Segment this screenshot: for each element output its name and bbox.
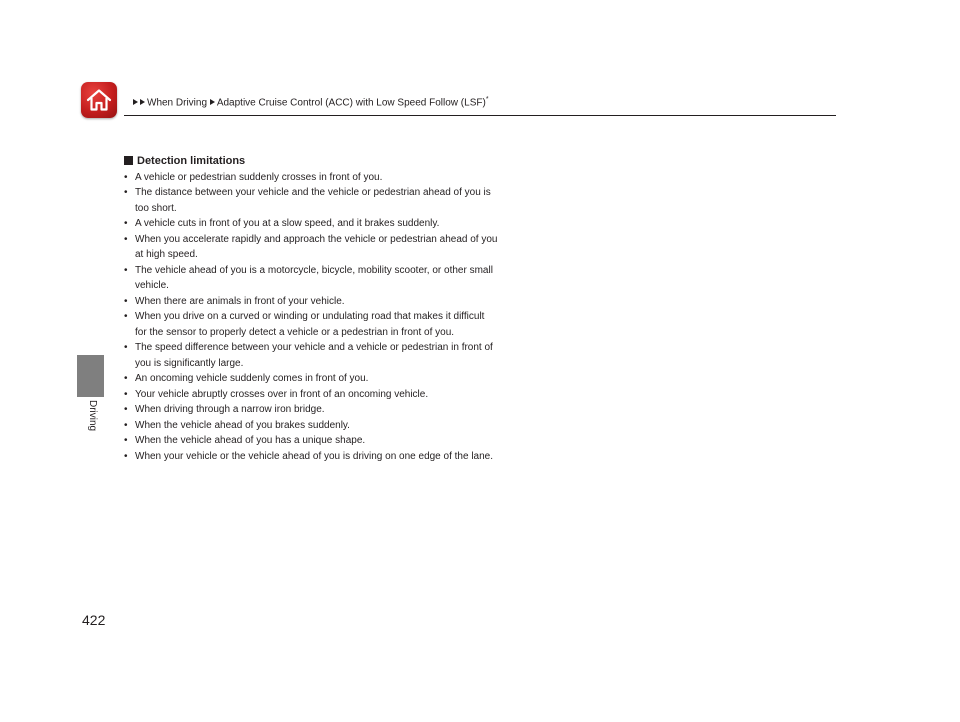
breadcrumb-marker: * — [485, 96, 489, 103]
list-item: • The speed difference between your vehicle and a vehicle or pedestrian in front of you is significantly large. — [124, 340, 574, 371]
chapter-tab-label: Driving — [87, 400, 98, 432]
list-item: • When you drive on a curved or winding or undulating road that makes it difficult for the sensor to properly detect a vehicle or a pedestrian in front of you. — [124, 309, 574, 340]
breadcrumb-arrow-icon — [210, 99, 215, 105]
list-item: • When there are animals in front of your vehicle. — [124, 294, 574, 310]
list-item: • When driving through a narrow iron bridge. — [124, 402, 574, 418]
limitation-list — [124, 170, 574, 465]
section-square-icon — [124, 156, 133, 165]
list-item: • A vehicle or pedestrian suddenly crosses in front of you. — [124, 170, 574, 186]
section-heading — [124, 154, 574, 168]
home-button[interactable] — [81, 82, 117, 118]
list-item: • An oncoming vehicle suddenly comes in front of you. — [124, 371, 574, 387]
chapter-tab[interactable] — [77, 355, 104, 397]
list-item: • Your vehicle abruptly crosses over in front of an oncoming vehicle. — [124, 387, 574, 403]
section-content — [124, 154, 574, 464]
list-item: • When the vehicle ahead of you brakes suddenly. — [124, 418, 574, 434]
home-icon — [86, 88, 112, 112]
list-item: • The distance between your vehicle and the vehicle or pedestrian ahead of you is too short. — [124, 185, 574, 216]
list-item: • A vehicle cuts in front of you at a slow speed, and it brakes suddenly. — [124, 216, 574, 232]
breadcrumb-item-acc[interactable]: Adaptive Cruise Control (ACC) with Low Speed Follow (LSF) — [216, 97, 486, 109]
page-number: 422 — [82, 612, 106, 628]
breadcrumb-item-when-driving[interactable]: When Driving — [147, 97, 208, 109]
list-item: • When you accelerate rapidly and approach the vehicle or pedestrian ahead of you at high speed. — [124, 232, 574, 263]
breadcrumb-arrow-icon — [140, 99, 145, 105]
list-item: • When your vehicle or the vehicle ahead of you is driving on one edge of the lane. — [124, 449, 574, 465]
list-item: • The vehicle ahead of you is a motorcycle, bicycle, mobility scooter, or other small vehicle. — [124, 263, 574, 294]
section-heading-text: Detection limitations — [137, 155, 246, 167]
list-item: • When the vehicle ahead of you has a unique shape. — [124, 433, 574, 449]
header-divider — [124, 115, 836, 116]
breadcrumb — [133, 94, 489, 109]
breadcrumb-arrow-icon — [133, 99, 138, 105]
